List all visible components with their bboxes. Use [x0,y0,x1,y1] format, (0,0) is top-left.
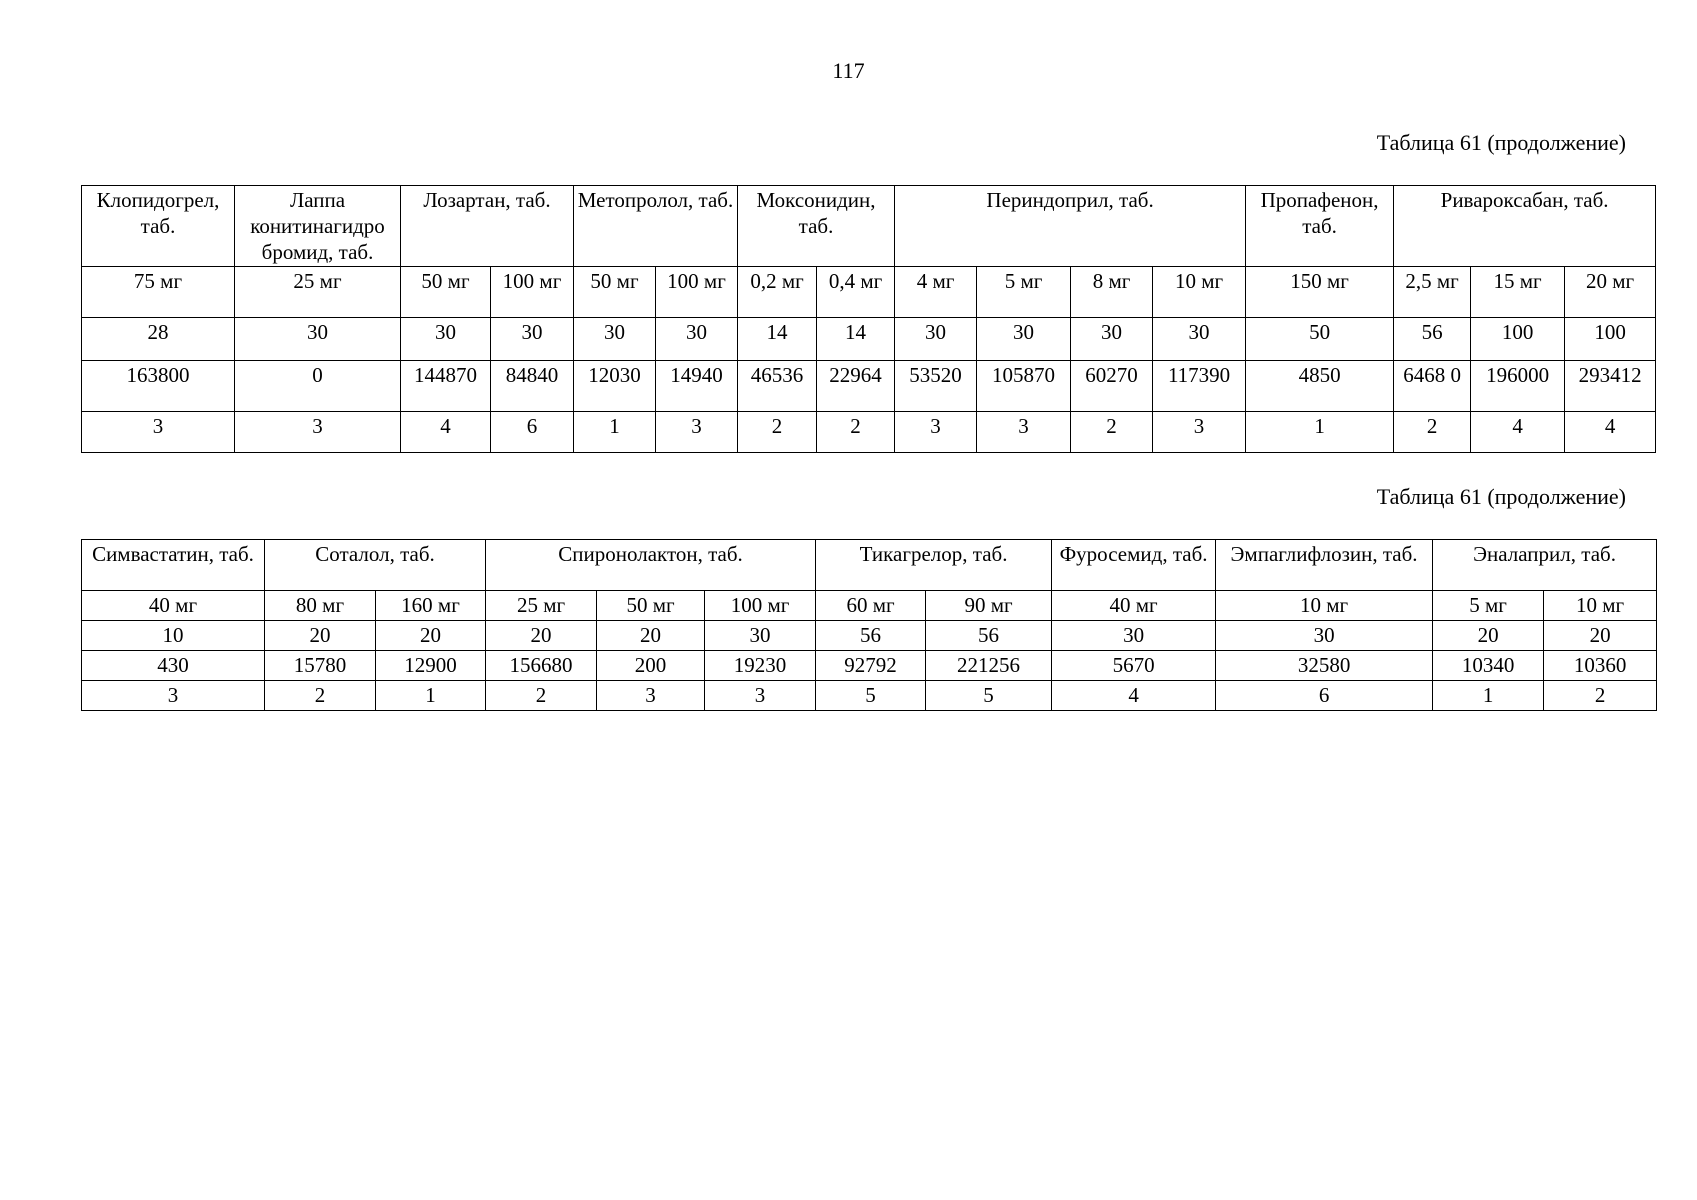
table1-drug-cell: Ривароксабан, таб. [1394,186,1656,267]
table1-quantity-cell: 56 [1394,318,1471,361]
table1-dose-cell: 8 мг [1071,267,1153,318]
table2-sum-cell: 200 [597,651,705,681]
table1-count-cell: 3 [977,412,1071,453]
table2-drug-cell: Фуросемид, таб. [1052,540,1216,591]
table1-quantity-cell: 14 [738,318,817,361]
table1-quantity-cell: 30 [1153,318,1246,361]
table2-dose-cell: 80 мг [265,591,376,621]
table1-sum-cell: 84840 [491,361,574,412]
table2 [81,539,1657,711]
table2-count-cell: 3 [705,681,816,711]
table2-dose-cell: 10 мг [1216,591,1433,621]
table1-quantity-cell: 28 [82,318,235,361]
table2-dose-cell: 100 мг [705,591,816,621]
table1-sum-cell: 4850 [1246,361,1394,412]
table2-quantity-cell: 30 [1216,621,1433,651]
page-number: 117 [832,58,865,83]
table2-sum-cell: 5670 [1052,651,1216,681]
table1-dose-cell: 10 мг [1153,267,1246,318]
table2-sum-cell: 221256 [926,651,1052,681]
table1-dose-cell: 50 мг [401,267,491,318]
table2-dose-cell: 10 мг [1544,591,1657,621]
table2-quantity-cell: 30 [705,621,816,651]
table2-quantity-cell: 56 [816,621,926,651]
table2-drug-cell: Соталол, таб. [265,540,486,591]
table1-dose-cell: 75 мг [82,267,235,318]
table1-quantity-cell: 30 [895,318,977,361]
table2-quantity-cell: 20 [597,621,705,651]
table2-count-cell: 5 [816,681,926,711]
table2-quantity-cell: 20 [1433,621,1544,651]
table1-dose-cell: 2,5 мг [1394,267,1471,318]
table1-caption: Таблица 61 (продолжение) [1376,130,1626,155]
table1-drug-cell: Лаппа конитинагидро бромид, таб. [235,186,401,267]
table1-count-cell: 3 [82,412,235,453]
table1-dose-cell: 20 мг [1565,267,1656,318]
table2-count-cell: 1 [376,681,486,711]
table1-count-cell: 3 [235,412,401,453]
table2-count-cell: 4 [1052,681,1216,711]
table1-dose-row [82,267,1656,318]
table1-quantity-cell: 100 [1565,318,1656,361]
table2-sum-cell: 430 [82,651,265,681]
table1-count-cell: 1 [574,412,656,453]
table1-sum-cell: 117390 [1153,361,1246,412]
table2-caption: Таблица 61 (продолжение) [1376,484,1626,509]
table2-sum-row [82,651,1657,681]
table1-count-cell: 6 [491,412,574,453]
table1-sum-cell: 46536 [738,361,817,412]
table1-quantity-cell: 30 [574,318,656,361]
table1-quantity-row [82,318,1656,361]
table2-quantity-cell: 30 [1052,621,1216,651]
table1-sum-row [82,361,1656,412]
table1-quantity-cell: 30 [1071,318,1153,361]
table2-dose-cell: 160 мг [376,591,486,621]
table2-sum-cell: 92792 [816,651,926,681]
table1-dose-cell: 4 мг [895,267,977,318]
table2-dose-cell: 40 мг [1052,591,1216,621]
table1-count-cell: 2 [1071,412,1153,453]
table1-drug-cell: Периндоприл, таб. [895,186,1246,267]
table2-dose-cell: 40 мг [82,591,265,621]
table1-dose-cell: 150 мг [1246,267,1394,318]
table1-quantity-cell: 30 [656,318,738,361]
table1-dose-cell: 100 мг [656,267,738,318]
table1-sum-cell: 196000 [1471,361,1565,412]
table1-drug-cell: Моксонидин, таб. [738,186,895,267]
table1-count-row [82,412,1656,453]
table1-count-cell: 3 [895,412,977,453]
table2-sum-cell: 156680 [486,651,597,681]
table2-drug-row [82,540,1657,591]
table1-count-cell: 4 [1471,412,1565,453]
table1-count-cell: 2 [817,412,895,453]
table1-drug-cell: Клопидогрел, таб. [82,186,235,267]
table1-drug-cell: Метопролол, таб. [574,186,738,267]
table1-dose-cell: 50 мг [574,267,656,318]
table2-sum-cell: 19230 [705,651,816,681]
table2-sum-cell: 32580 [1216,651,1433,681]
table1-count-cell: 4 [401,412,491,453]
table2-dose-cell: 60 мг [816,591,926,621]
table1-dose-cell: 100 мг [491,267,574,318]
table1-quantity-cell: 30 [977,318,1071,361]
table2-quantity-cell: 10 [82,621,265,651]
table2-drug-cell: Симвастатин, таб. [82,540,265,591]
table2-count-cell: 5 [926,681,1052,711]
table1-quantity-cell: 50 [1246,318,1394,361]
table1-count-cell: 3 [656,412,738,453]
table1-sum-cell: 14940 [656,361,738,412]
table1-dose-cell: 25 мг [235,267,401,318]
table1-quantity-cell: 30 [491,318,574,361]
table1-drug-cell: Лозартан, таб. [401,186,574,267]
table2-dose-cell: 25 мг [486,591,597,621]
table1-quantity-cell: 30 [235,318,401,361]
table1-quantity-cell: 30 [401,318,491,361]
table1-sum-cell: 163800 [82,361,235,412]
table2-count-cell: 3 [597,681,705,711]
table1-dose-cell: 0,4 мг [817,267,895,318]
table1-sum-cell: 293412 [1565,361,1656,412]
table2-quantity-row [82,621,1657,651]
table2-sum-cell: 12900 [376,651,486,681]
table2-drug-cell: Спиронолактон, таб. [486,540,816,591]
table2-drug-cell: Эналаприл, таб. [1433,540,1657,591]
table2-count-cell: 2 [486,681,597,711]
table1-drug-row [82,186,1656,267]
table2-dose-cell: 5 мг [1433,591,1544,621]
table2-count-cell: 6 [1216,681,1433,711]
table2-count-cell: 1 [1433,681,1544,711]
table1-sum-cell: 60270 [1071,361,1153,412]
table1-sum-cell: 105870 [977,361,1071,412]
table1-sum-cell: 6468 0 [1394,361,1471,412]
table2-count-cell: 2 [265,681,376,711]
table2-sum-cell: 15780 [265,651,376,681]
table1-quantity-cell: 14 [817,318,895,361]
table1-sum-cell: 53520 [895,361,977,412]
table1-drug-cell: Пропафенон, таб. [1246,186,1394,267]
table2-quantity-cell: 20 [265,621,376,651]
table1-sum-cell: 22964 [817,361,895,412]
table2-drug-cell: Тикагрелор, таб. [816,540,1052,591]
table2-quantity-cell: 20 [486,621,597,651]
table1-count-cell: 4 [1565,412,1656,453]
table2-dose-cell: 90 мг [926,591,1052,621]
table2-count-cell: 2 [1544,681,1657,711]
table2-drug-cell: Эмпаглифлозин, таб. [1216,540,1433,591]
table2-quantity-cell: 20 [376,621,486,651]
table1-dose-cell: 0,2 мг [738,267,817,318]
table1 [81,185,1656,453]
table1-sum-cell: 12030 [574,361,656,412]
table2-quantity-cell: 20 [1544,621,1657,651]
table1-dose-cell: 15 мг [1471,267,1565,318]
table1-count-cell: 2 [738,412,817,453]
table1-count-cell: 2 [1394,412,1471,453]
table1-sum-cell: 0 [235,361,401,412]
table2-dose-row [82,591,1657,621]
table2-count-row [82,681,1657,711]
table1-count-cell: 1 [1246,412,1394,453]
table2-sum-cell: 10340 [1433,651,1544,681]
table1-count-cell: 3 [1153,412,1246,453]
table2-dose-cell: 50 мг [597,591,705,621]
table2-sum-cell: 10360 [1544,651,1657,681]
table1-sum-cell: 144870 [401,361,491,412]
table2-quantity-cell: 56 [926,621,1052,651]
table2-count-cell: 3 [82,681,265,711]
table1-dose-cell: 5 мг [977,267,1071,318]
table1-quantity-cell: 100 [1471,318,1565,361]
